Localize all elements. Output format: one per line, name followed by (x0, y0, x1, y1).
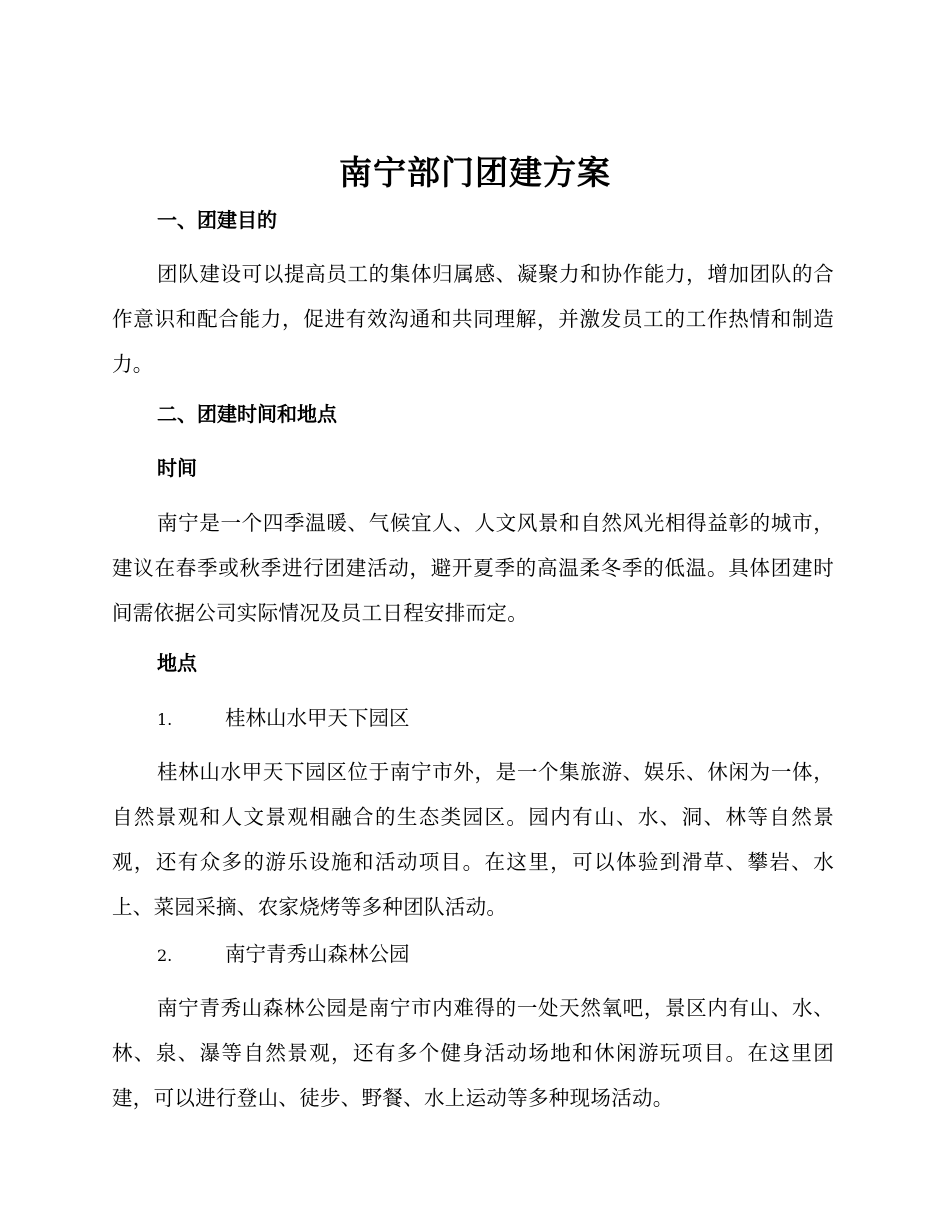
document-title: 南宁部门团建方案 (339, 153, 611, 192)
place-name: 南宁青秀山森林公园 (225, 942, 410, 966)
section-heading-purpose: 一、团建目的 (157, 208, 277, 232)
subheading-time: 时间 (157, 456, 197, 480)
list-number: 2. (157, 946, 173, 965)
list-number: 1. (157, 710, 173, 729)
place-list-item-1 (157, 703, 410, 735)
purpose-paragraph: 团队建设可以提高员工的集体归属感、凝聚力和协作能力，增加团队的合作意识和配合能力，促进有效沟通和共同理解，并激发员工的工作热情和制造力。 (112, 262, 834, 376)
time-paragraph: 南宁是一个四季温暖、气候宜人、人文风景和自然风光相得益彰的城市，建议在春季或秋季进行团建活动，避开夏季的高温柔冬季的低温。具体团建时间需依据公司实际情况及员工日程安排而定。 (112, 511, 834, 625)
subheading-place: 地点 (157, 651, 197, 675)
place-list-item-2 (157, 939, 410, 971)
section-heading-time-place: 二、团建时间和地点 (157, 402, 337, 426)
place-description-1: 桂林山水甲天下园区位于南宁市外，是一个集旅游、娱乐、休闲为一体，自然景观和人文景观相融合的生态类园区。园内有山、水、洞、林等自然景观，还有众多的游乐设施和活动项目。在这里，可以体验到滑草、攀岩、水上、菜园采摘、农家烧烤等多种团队活动。 (112, 760, 834, 919)
place-name: 桂林山水甲天下园区 (225, 706, 410, 730)
place-description-2: 南宁青秀山森林公园是南宁市内难得的一处天然氧吧，景区内有山、水、林、泉、瀑等自然景观，还有多个健身活动场地和休闲游玩项目。在这里团建，可以进行登山、徒步、野餐、水上运动等多种现场活动。 (112, 996, 834, 1110)
